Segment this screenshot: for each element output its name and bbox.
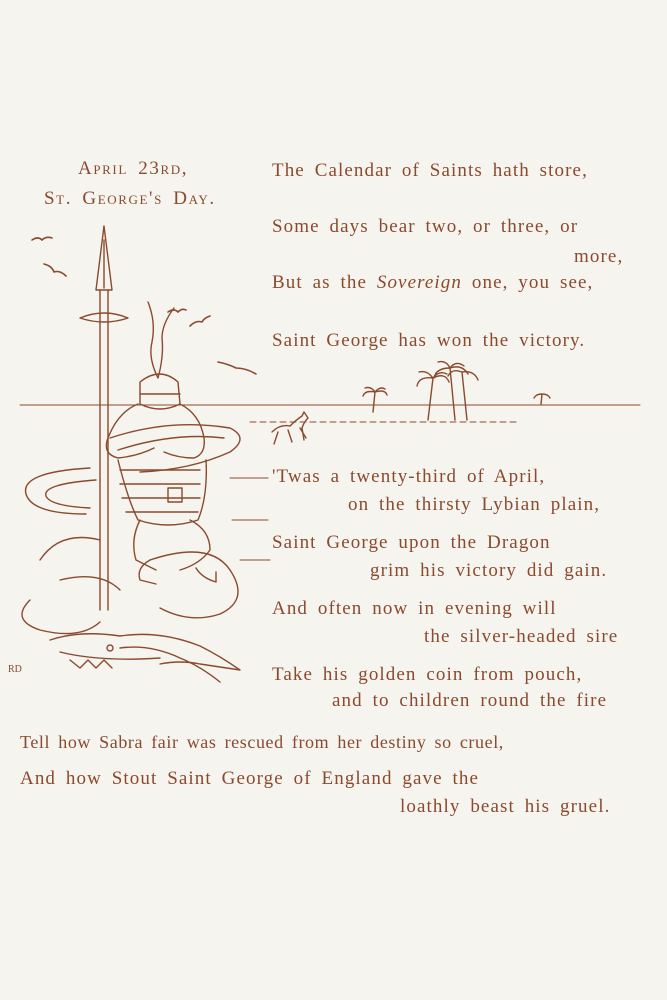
verse1-line3-a: But as the (272, 272, 377, 293)
verse2-line2b: grim his victory did gain. (370, 560, 608, 581)
verse2-line1: 'Twas a twenty-third of April, (272, 466, 546, 487)
artist-monogram: RD (8, 664, 22, 675)
horse-figure (272, 412, 308, 444)
verse2-line2: Saint George upon the Dragon (272, 532, 551, 553)
spear (80, 226, 128, 610)
verse2-line3: And often now in evening will (272, 598, 557, 619)
verse1-line2: Some days bear two, or three, or (272, 216, 579, 237)
birds (32, 237, 256, 374)
verse2-line3b: the silver-headed sire (424, 626, 619, 647)
verse1-line1: The Calendar of Saints hath store, (272, 160, 588, 181)
verse2-line1b: on the thirsty Lybian plain, (348, 494, 601, 515)
saint-george-figure (106, 302, 216, 584)
verse2-line6: And how Stout Saint George of England gave the (20, 768, 480, 789)
date-heading: April 23rd, (78, 158, 189, 179)
verse2-line4b: and to children round the fire (332, 690, 608, 711)
verse1-line3 (272, 272, 593, 294)
saint-day-heading: St. George's Day. (44, 188, 216, 209)
palm-trees (363, 362, 550, 420)
verse2-line6b: loathly beast his gruel. (400, 796, 611, 817)
verse1-line3-italic: Sovereign (376, 272, 463, 293)
verse2-line5: Tell how Sabra fair was rescued from her destiny so cruel, (20, 732, 504, 752)
verse1-line4: Saint George has won the victory. (272, 330, 586, 351)
verse1-line3-b: one, you see, (462, 272, 594, 293)
verse2-line4: Take his golden coin from pouch, (272, 664, 583, 685)
verse1-line2b: more, (574, 246, 624, 267)
